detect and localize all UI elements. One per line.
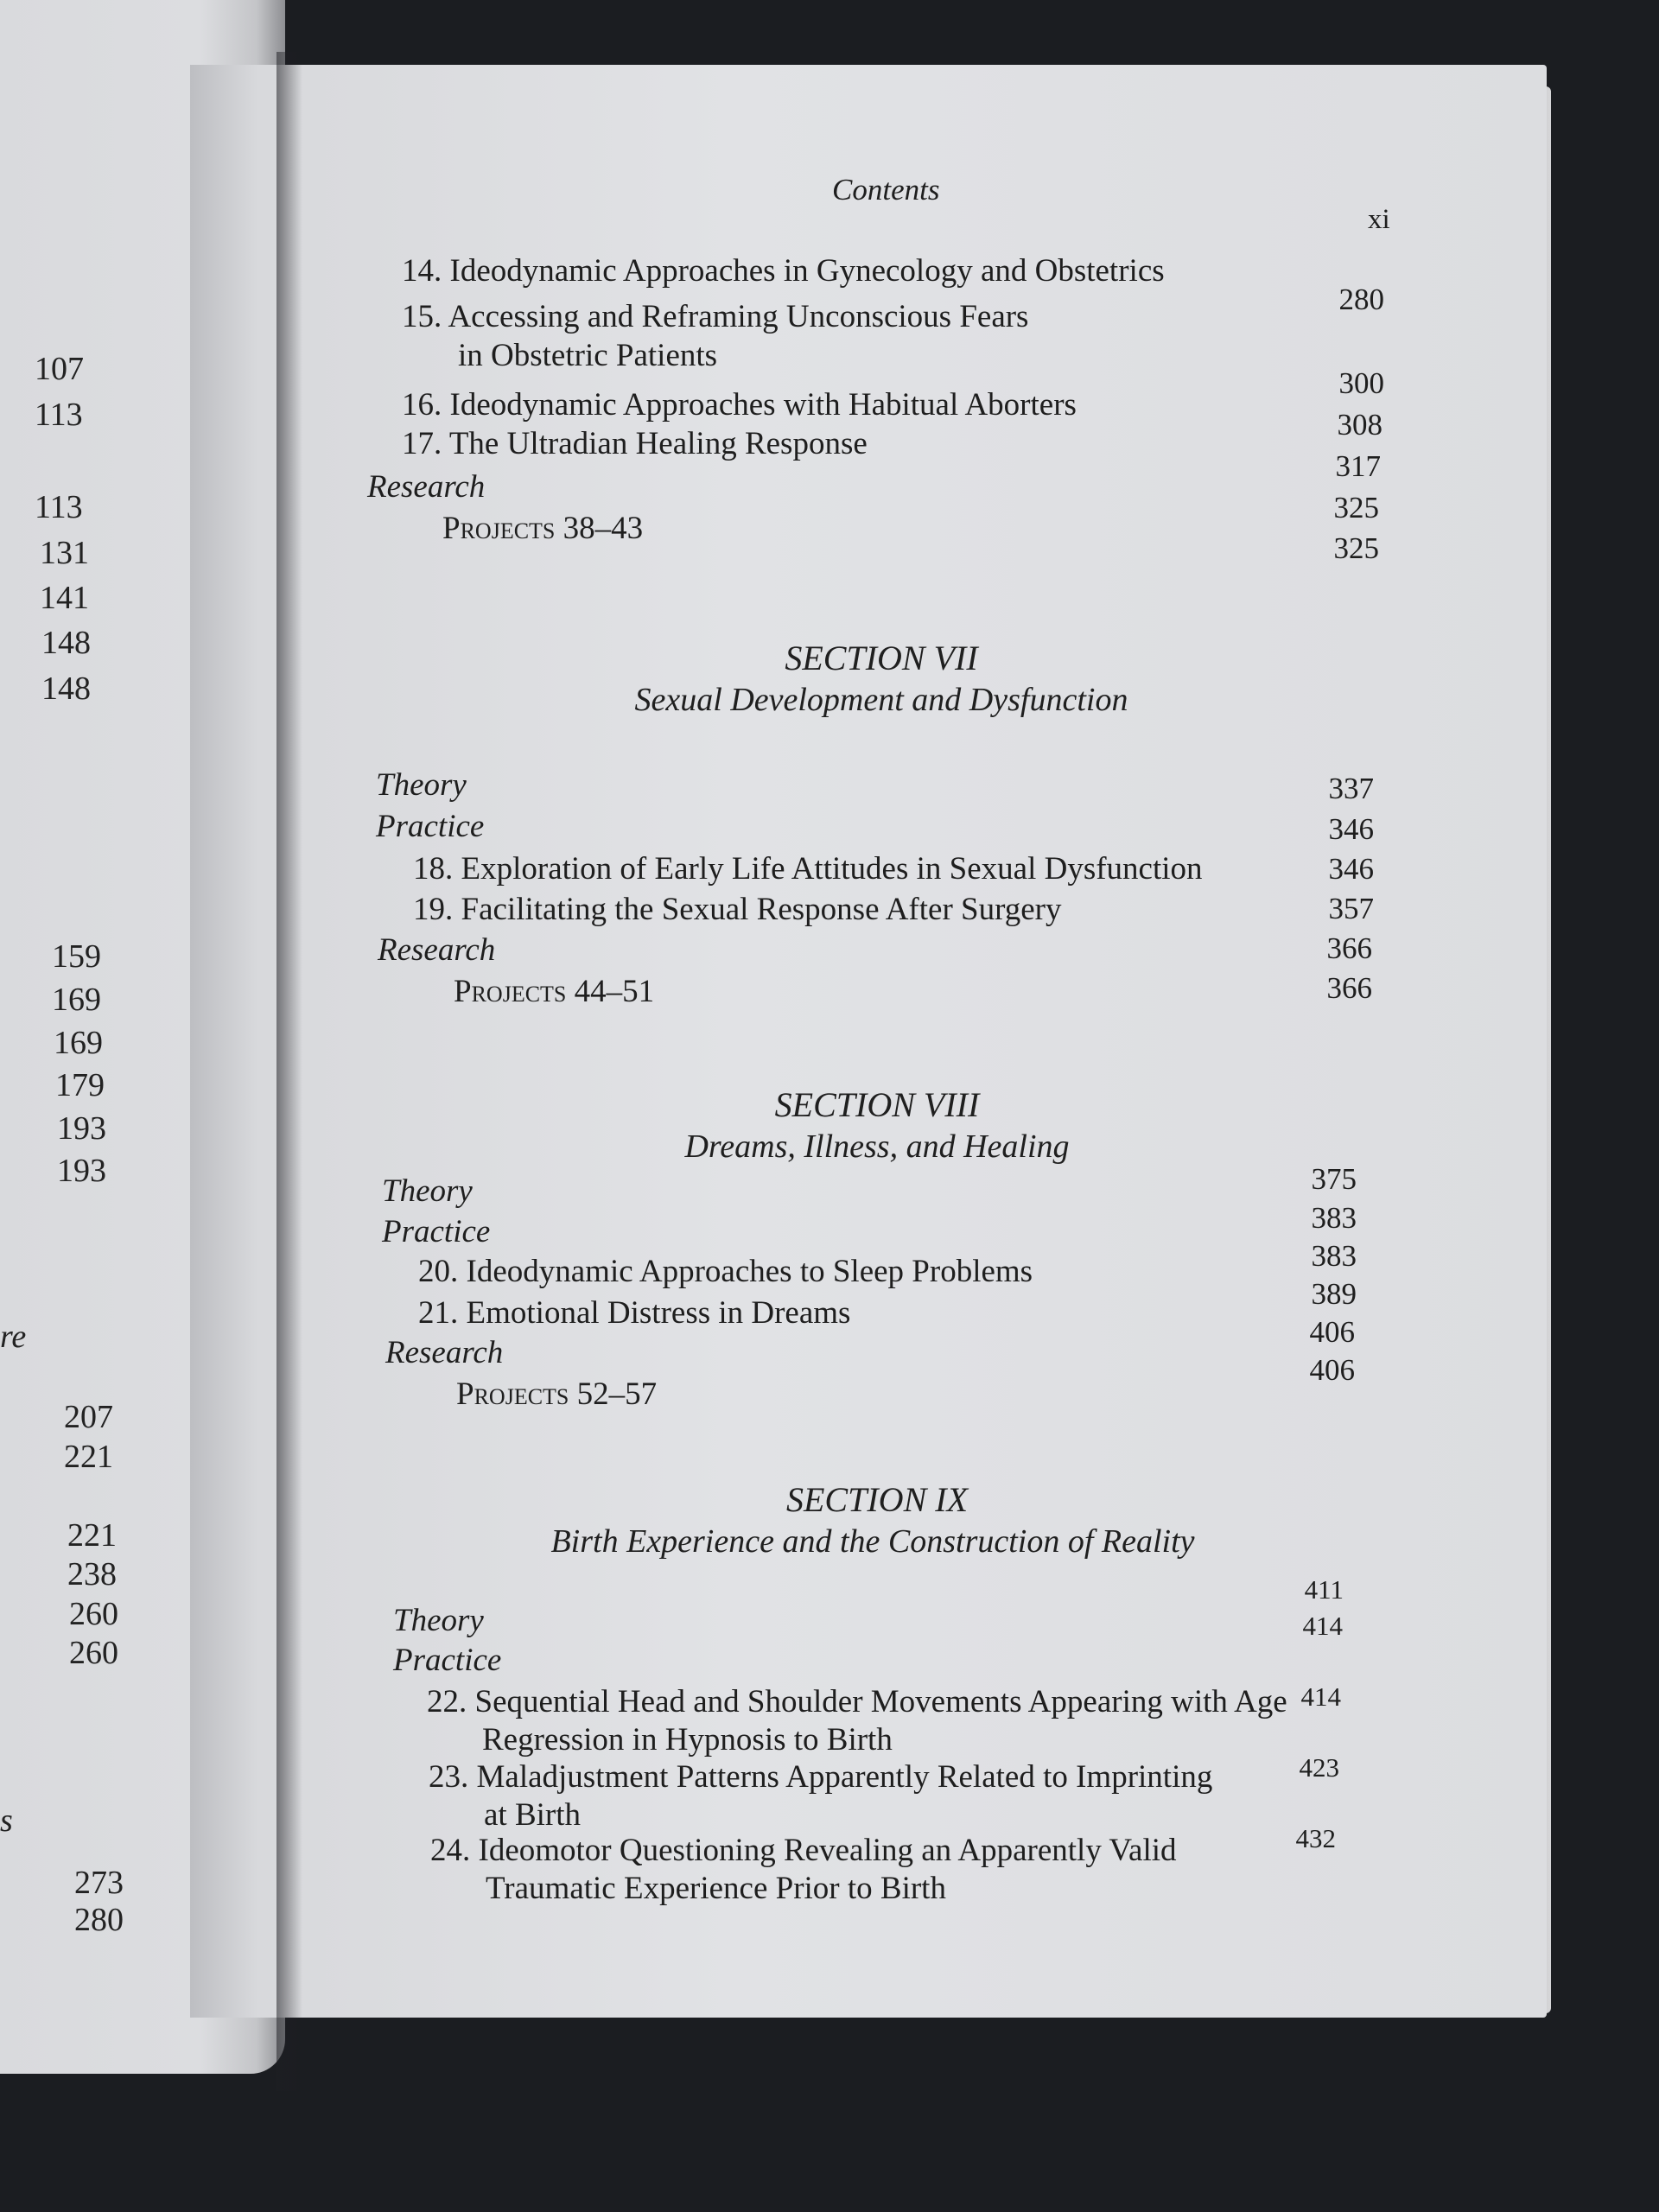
left-page-number: 148 (41, 671, 91, 707)
projects-label: Projects 44–51 (454, 974, 655, 1009)
left-page-number: 148 (41, 625, 91, 661)
toc-page: 406 (1309, 1353, 1355, 1387)
practice-label: Practice (393, 1643, 502, 1678)
toc-page: 406 (1309, 1315, 1355, 1349)
toc-page: 325 (1333, 531, 1379, 565)
research-label: Research (367, 469, 486, 505)
section-subtitle: Birth Experience and the Construction of Reality (550, 1523, 1195, 1560)
toc-page: 383 (1311, 1239, 1357, 1273)
left-page-number: 131 (40, 535, 89, 571)
left-page-number: 260 (69, 1635, 118, 1671)
left-page-number: 107 (35, 351, 84, 387)
toc-page: 389 (1311, 1277, 1357, 1311)
toc-entry-20: 20. Ideodynamic Approaches to Sleep Problems (418, 1254, 1033, 1289)
toc-page: 366 (1326, 931, 1372, 965)
toc-page: 337 (1328, 772, 1374, 805)
left-page-number: 221 (67, 1517, 117, 1554)
toc-page: 375 (1311, 1162, 1357, 1196)
toc-entry-19: 19. Facilitating the Sexual Response After Surgery (413, 892, 1062, 927)
left-page-number: 193 (57, 1153, 106, 1189)
practice-label: Practice (376, 809, 485, 844)
toc-entry-15-cont: in Obstetric Patients (458, 338, 718, 373)
left-page-number: 221 (64, 1439, 113, 1475)
left-page-number: 113 (35, 489, 83, 525)
left-page-number: 113 (35, 397, 83, 433)
toc-page: 432 (1295, 1823, 1336, 1853)
toc-page: 346 (1328, 812, 1374, 846)
research-label: Research (378, 932, 496, 968)
toc-page: 423 (1299, 1752, 1339, 1783)
left-page-fragment: re (0, 1319, 27, 1355)
toc-entry-16: 16. Ideodynamic Approaches with Habitual Aborters (402, 387, 1077, 423)
left-page-number: 169 (54, 1025, 103, 1061)
page-number: xi (1368, 204, 1390, 235)
section-heading: SECTION VII (785, 639, 978, 677)
left-page-number: 238 (67, 1556, 117, 1592)
projects-label: Projects 52–57 (456, 1376, 658, 1412)
section-subtitle: Sexual Development and Dysfunction (634, 682, 1128, 718)
left-page-number: 193 (57, 1110, 106, 1147)
toc-entry-23-cont: at Birth (484, 1797, 582, 1833)
toc-page: 280 (1338, 283, 1384, 316)
left-page-number: 159 (52, 938, 101, 975)
toc-page: 411 (1304, 1574, 1344, 1605)
left-page-number: 179 (55, 1067, 105, 1103)
toc-entry-22-cont: Regression in Hypnosis to Birth (482, 1722, 893, 1758)
toc-page: 383 (1311, 1201, 1357, 1235)
toc-entry-15: 15. Accessing and Reframing Unconscious Fears (402, 299, 1029, 334)
toc-page: 317 (1335, 449, 1381, 483)
research-label: Research (385, 1335, 504, 1370)
section-subtitle: Dreams, Illness, and Healing (684, 1128, 1070, 1165)
left-page-number: 207 (64, 1399, 113, 1435)
left-page-fragment: s (0, 1802, 13, 1839)
practice-label: Practice (382, 1214, 491, 1249)
theory-label: Theory (393, 1603, 484, 1638)
spine-shadow (276, 52, 302, 2091)
toc-entry-21: 21. Emotional Distress in Dreams (418, 1295, 851, 1331)
left-page-number: 280 (74, 1902, 124, 1938)
toc-entry-24: 24. Ideomotor Questioning Revealing an Apparently Valid (430, 1833, 1177, 1868)
toc-page: 366 (1326, 971, 1372, 1005)
section-heading: SECTION IX (786, 1480, 968, 1519)
toc-entry-24-cont: Traumatic Experience Prior to Birth (486, 1871, 946, 1906)
toc-page: 346 (1328, 852, 1374, 886)
toc-entry-22: 22. Sequential Head and Shoulder Movements Appearing with Age (427, 1684, 1287, 1719)
toc-entry-18: 18. Exploration of Early Life Attitudes in Sexual Dysfunction (413, 851, 1203, 887)
toc-page: 325 (1333, 491, 1379, 524)
left-page-number: 260 (69, 1596, 118, 1632)
toc-page: 308 (1337, 408, 1382, 442)
projects-label: Projects 38–43 (442, 511, 644, 546)
toc-entry-14: 14. Ideodynamic Approaches in Gynecology and Obstetrics (402, 253, 1165, 289)
left-page-number: 141 (40, 580, 89, 616)
theory-label: Theory (382, 1173, 473, 1209)
left-page-number: 169 (52, 982, 101, 1018)
toc-entry-23: 23. Maladjustment Patterns Apparently Related to Imprinting (429, 1759, 1213, 1795)
left-page-number: 273 (74, 1865, 124, 1901)
section-heading: SECTION VIII (774, 1085, 980, 1124)
toc-page: 357 (1328, 892, 1374, 925)
toc-page: 414 (1300, 1681, 1341, 1712)
theory-label: Theory (376, 767, 467, 803)
running-title: Contents (832, 173, 940, 207)
toc-page: 414 (1302, 1611, 1343, 1641)
toc-page: 300 (1338, 366, 1384, 400)
toc-entry-17: 17. The Ultradian Healing Response (402, 426, 868, 461)
